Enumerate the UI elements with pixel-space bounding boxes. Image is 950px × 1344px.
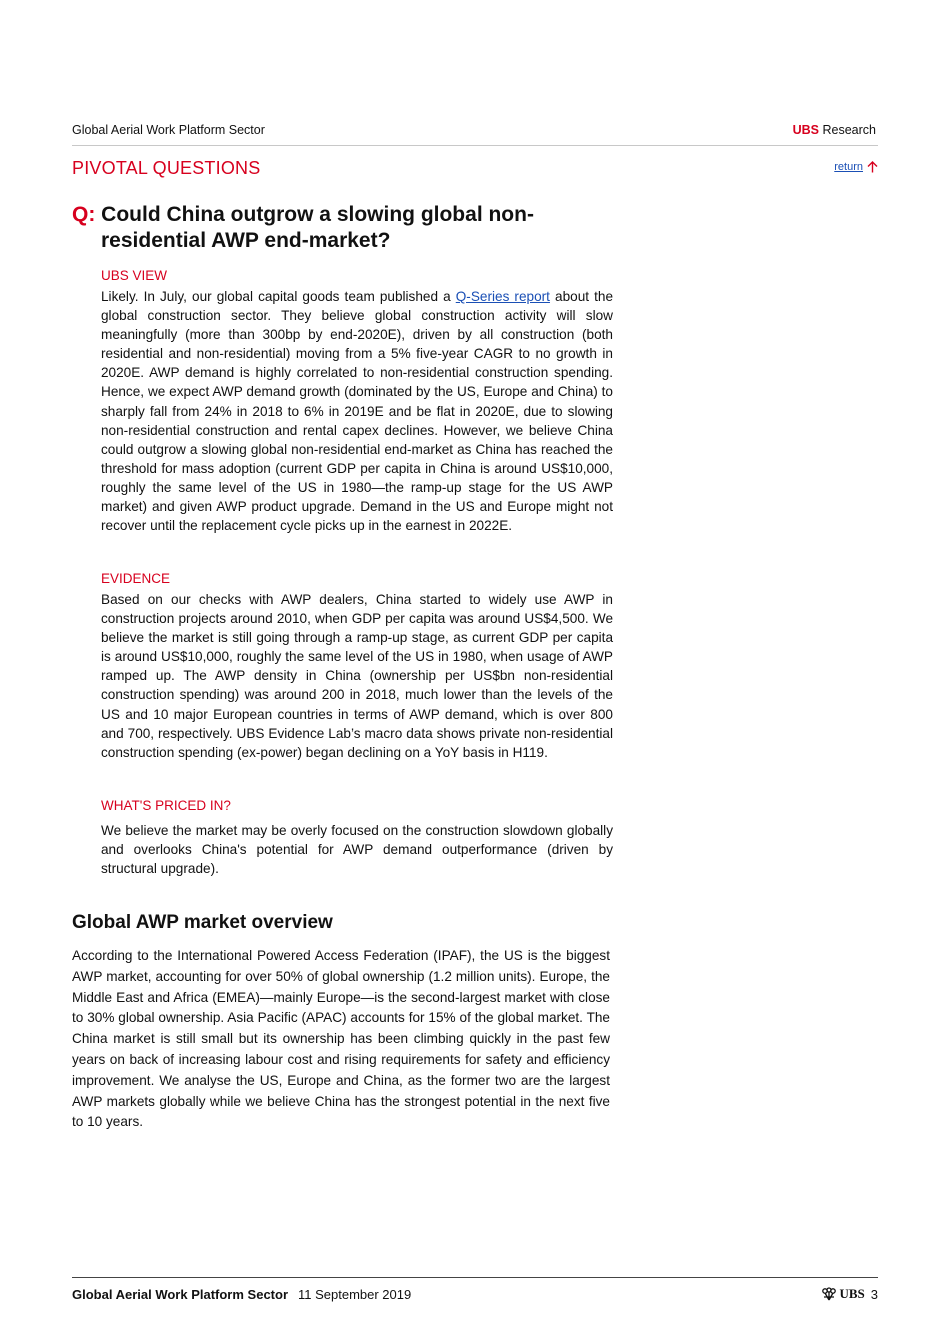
question-prefix: Q:: [72, 203, 96, 226]
evidence-heading: EVIDENCE: [101, 571, 171, 586]
footer-date: 11 September 2019: [298, 1287, 412, 1302]
priced-in-paragraph: We believe the market may be overly focused on the construction slowdown globally and overlooks China's potential for AWP demand outperformance (driven by structural upgrade).: [101, 823, 613, 877]
overview-heading: Global AWP market overview: [72, 912, 333, 933]
arrow-up-icon: [867, 161, 878, 173]
ubs-view-text-before: Likely. In July, our global capital goods team published a: [101, 289, 456, 304]
footer-divider: [72, 1277, 878, 1278]
question-line-1: Could China outgrow a slowing global non-: [101, 203, 534, 226]
evidence-paragraph: Based on our checks with AWP dealers, China started to widely use AWP in construction projects around 2010, when GDP per capita was around US$4,500. We believe the market is still going through a ramp-up stage, as current GDP per capita is around US$10,000, roughly the same level of the US in 1980, when usage of AWP ramped up. The AWP density in China (ownership per US$bn non-residential construction spending) was around 200 in 2018, much lower than the levels of the US and 10 major European countries in terms of AWP demand, which is over 800 and 700, respectively. UBS Evidence Lab’s macro data shows private non-residential construction spending (ex-power) began declining on a YoY basis in H119.: [101, 592, 613, 760]
header-report-title: Global Aerial Work Platform Sector: [72, 123, 265, 137]
ubs-keys-icon: [821, 1287, 837, 1301]
footer-title: Global Aerial Work Platform Sector: [72, 1287, 288, 1302]
header-divider: [72, 145, 878, 146]
section-title: PIVOTAL QUESTIONS: [72, 158, 261, 178]
priced-in-section: [101, 798, 613, 878]
question-line-2: residential AWP end-market?: [101, 229, 391, 252]
header-brand: [793, 123, 876, 137]
evidence-section: [101, 571, 613, 762]
overview-paragraph: According to the International Powered Access Federation (IPAF), the US is the biggest AWP market, accounting for over 50% of global ownership (1.2 million units). Europe, the Middle East and Africa (EMEA)—mainly Europe—is the second-largest market with close to 30% global ownership. Asia Pacific (APAC) accounts for 15% of the global market. The China market is still small but its ownership has been climbing quickly in the past few years on back of increasing labour cost and rising requirements for safety and efficiency improvement. We analyse the US, Europe and China, as the former two are the largest AWP markets globally while we believe China has the strongest potential in the next five to 10 years.: [72, 948, 610, 1130]
ubs-view-section: [101, 268, 613, 535]
header-brand-research: Research: [822, 123, 876, 137]
return-link[interactable]: [834, 161, 878, 173]
q-series-report-link[interactable]: Q-Series report: [455, 289, 550, 304]
priced-in-heading: WHAT'S PRICED IN?: [101, 798, 231, 813]
header-brand-ubs: UBS: [792, 123, 820, 137]
ubs-logo: [821, 1286, 864, 1302]
ubs-logo-text: UBS: [839, 1286, 865, 1301]
return-link-label[interactable]: return: [834, 161, 863, 173]
ubs-view-text-after: about the global construction sector. They believe global construction activity will slow meaningfully (more than 300bp by end-2020E), driven by all construction (both residential and non-residential) moving from a 5% five-year CAGR to no growth in 2020E. AWP demand is highly correlated to non-residential construction spending. Hence, we expect AWP demand growth (dominated by the US, Europe and China) to sharply fall from 24% in 2018 to 6% in 2019E and be flat in 2020E, due to slowing non-residential construction and rental capex declines. However, we believe China could outgrow a slowing global non-residential end-market as China has reached the threshold for mass adoption (current GDP per capita in China is around US$10,000, roughly the same level of the US in 1980—the ramp-up stage for the US AWP market) and given AWP product upgrade. Demand in the US and Europe might not recover until the replacement cycle picks up in the earnest in 2022E.: [101, 289, 614, 534]
ubs-view-heading: UBS VIEW: [101, 268, 168, 283]
question-heading: [72, 202, 592, 254]
footer-info: [72, 1287, 411, 1302]
page-number: 3: [870, 1286, 878, 1302]
ubs-view-paragraph: [101, 287, 613, 535]
footer-brand: [821, 1286, 878, 1302]
